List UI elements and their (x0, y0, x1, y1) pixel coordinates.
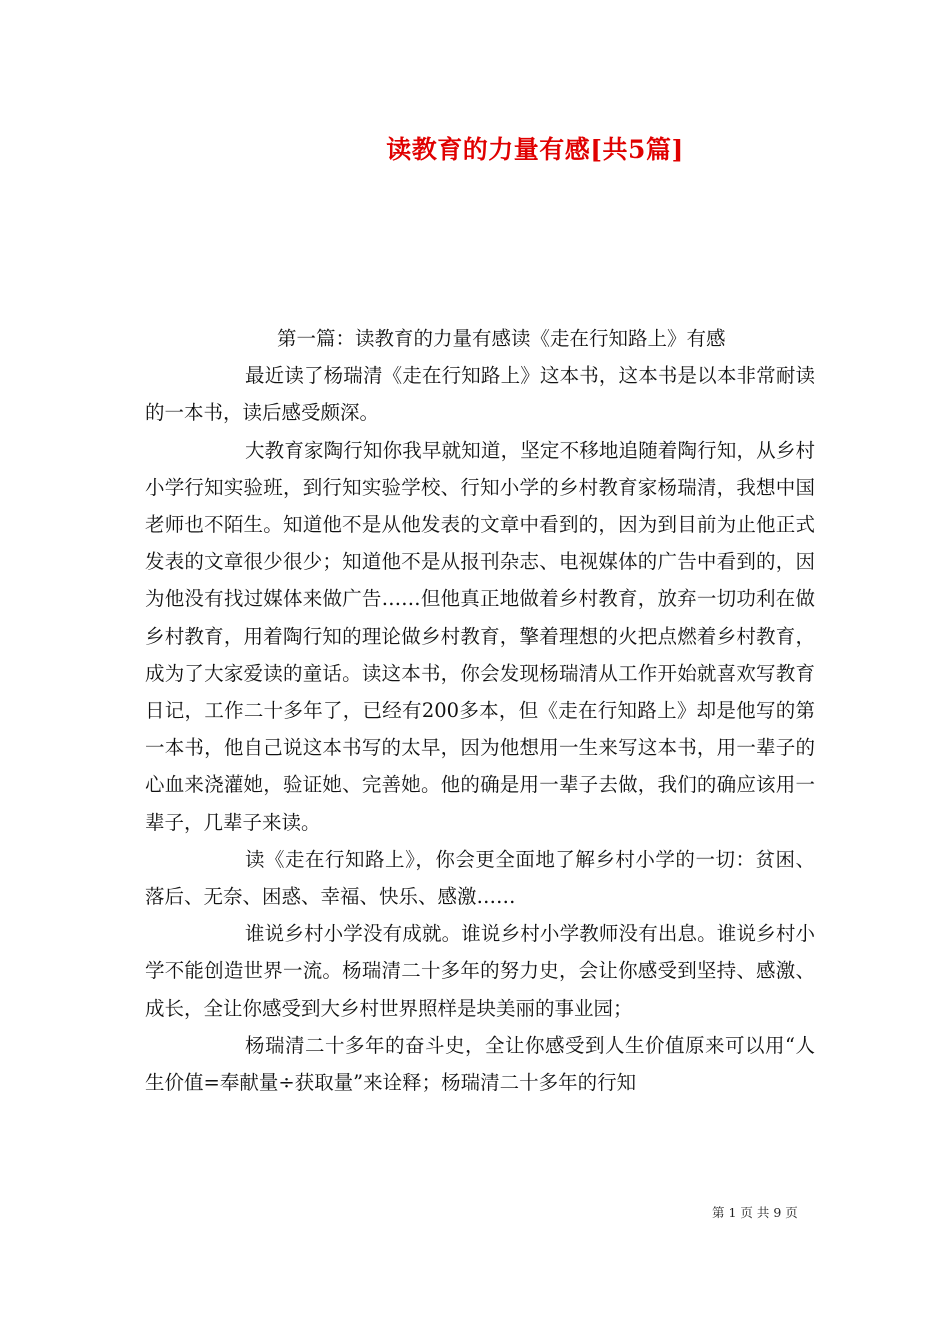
paragraph: 读《走在行知路上》，你会更全面地了解乡村小学的一切：贫困、落后、无奈、困惑、幸福、快乐、感激…… (145, 847, 815, 909)
paragraph: 最近读了杨瑞清《走在行知路上》这本书，这本书是以本非常耐读的一本书，读后感受颇深。 (145, 364, 815, 425)
paragraph: 谁说乡村小学没有成就。谁说乡村小学教师没有出息。谁说乡村小学不能创造世界一流。杨瑞清二十多年的努力史，会让你感受到坚持、感激、成长，全让你感受到大乡村世界照样是块美丽的事业园； (145, 922, 815, 1020)
document-body (145, 320, 815, 1101)
document-title: 读教育的力量有感[共5篇] (386, 135, 684, 164)
page-number: 第 1 页 共 9 页 (712, 1205, 798, 1220)
paragraph: 杨瑞清二十多年的奋斗史，全让你感受到人生价值原来可以用“人生价值=奉献量÷获取量”来诠释；杨瑞清二十多年的行知 (145, 1033, 815, 1095)
paragraph: 大教育家陶行知你我早就知道，坚定不移地追随着陶行知，从乡村小学行知实验班，到行知实验学校、行知小学的乡村教育家杨瑞清，我想中国老师也不陌生。知道他不是从他发表的文章中看到的，因为到目前为止他正式发表的文章很少很少；知道他不是从报刊杂志、电视媒体的广告中看到的，因为他没有找过媒体来做广告……但他真正地做着乡村教育，放弃一切功利在做乡村教育，用着陶行知的理论做乡村教育，擎着理想的火把点燃着乡村教育，成为了大家爱读的童话。读这本书，你会发现杨瑞清从工作开始就喜欢写教育日记，工作二十多年了，已经有200多本，但《走在行知路上》却是他写的第一本书，他自己说这本书写的太早，因为他想用一生来写这本书，用一辈子的心血来浇灌她，验证她、完善她。他的确是用一辈子去做，我们的确应该用一辈子，几辈子来读。 (145, 438, 815, 834)
section-heading: 第一篇：读教育的力量有感读《走在行知路上》有感 (277, 327, 726, 350)
